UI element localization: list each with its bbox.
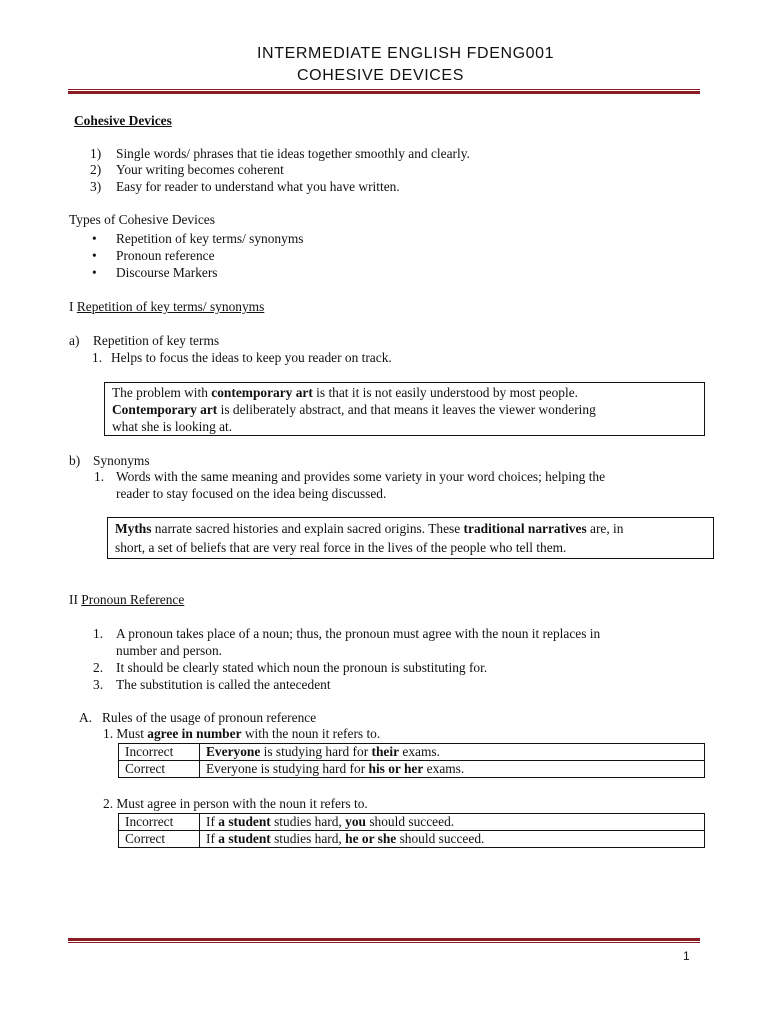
bullet-icon: • bbox=[92, 231, 97, 246]
table-row bbox=[119, 744, 705, 761]
part1-a-label: a) bbox=[69, 333, 80, 348]
types-heading: Types of Cohesive Devices bbox=[69, 212, 215, 227]
part2-item-2: It should be clearly stated which noun the pronoun is substituting for. bbox=[116, 660, 488, 675]
text: exams. bbox=[423, 761, 465, 776]
example-line-2: short, a set of beliefs that are very real force in the lives of the people who tell them. bbox=[115, 539, 567, 555]
example-box-synonyms bbox=[107, 517, 714, 559]
part2-title: Pronoun Reference bbox=[81, 592, 185, 607]
text: is deliberately abstract, and that means it leaves the viewer wondering bbox=[217, 401, 596, 417]
rule-2-heading: 2. Must agree in person with the noun it refers to. bbox=[103, 796, 368, 811]
part1-roman: I bbox=[69, 299, 74, 314]
example-box-repetition bbox=[104, 382, 705, 436]
example-line-2 bbox=[112, 402, 697, 419]
header-rule bbox=[68, 89, 700, 94]
key-term: you bbox=[345, 814, 366, 829]
key-term: he or she bbox=[345, 831, 397, 846]
types-item-2: Pronoun reference bbox=[116, 248, 215, 263]
rule-2-table bbox=[118, 813, 705, 848]
example-sentence bbox=[200, 744, 705, 761]
part2-heading bbox=[69, 592, 184, 608]
row-label: Incorrect bbox=[119, 814, 200, 831]
part1-a-item-num: 1. bbox=[92, 350, 103, 365]
text: If bbox=[206, 814, 219, 829]
rule-1-heading bbox=[103, 726, 380, 742]
part2-roman: II bbox=[69, 592, 78, 607]
section-title: Cohesive Devices bbox=[74, 113, 172, 128]
part1-a-title: Repetition of key terms bbox=[93, 333, 220, 348]
example-line-3: what she is looking at. bbox=[112, 418, 233, 434]
key-term: his or her bbox=[368, 761, 424, 776]
page-number: 1 bbox=[683, 949, 690, 963]
part1-a-item: Helps to focus the ideas to keep you reader on track. bbox=[111, 350, 392, 365]
text: 1. Must bbox=[103, 726, 148, 741]
header-course-title: INTERMEDIATE ENGLISH FDENG001 bbox=[257, 45, 555, 62]
key-term: Everyone bbox=[206, 744, 261, 759]
text: If bbox=[206, 831, 219, 846]
text: should succeed. bbox=[365, 814, 455, 829]
text: narrate sacred histories and explain sacred origins. These bbox=[151, 521, 464, 536]
row-label: Correct bbox=[119, 761, 200, 778]
key-term: a student bbox=[218, 831, 271, 846]
part2-item-3: The substitution is called the antecedent bbox=[116, 677, 331, 692]
example-sentence bbox=[200, 814, 705, 831]
example-sentence bbox=[200, 761, 705, 778]
part1-b-item-num: 1. bbox=[94, 469, 105, 484]
part1-b-item-line-2: reader to stay focused on the idea being discussed. bbox=[116, 486, 387, 501]
intro-item-1: Single words/ phrases that tie ideas together smoothly and clearly. bbox=[116, 146, 470, 161]
key-term: Contemporary art bbox=[112, 401, 218, 417]
example-sentence bbox=[200, 831, 705, 848]
text: should succeed. bbox=[396, 831, 485, 846]
rules-label: A. bbox=[79, 710, 93, 725]
part2-item-1-line-2: number and person. bbox=[116, 643, 222, 658]
text: with the noun it refers to. bbox=[241, 726, 381, 741]
part1-b-title: Synonyms bbox=[93, 453, 150, 468]
rules-title: Rules of the usage of pronoun reference bbox=[102, 710, 317, 725]
key-term: their bbox=[371, 744, 400, 759]
intro-item-3: Easy for reader to understand what you have written. bbox=[116, 179, 400, 194]
text: Everyone is studying hard for bbox=[206, 761, 369, 776]
part2-num-1: 1. bbox=[93, 626, 104, 641]
part2-num-2: 2. bbox=[93, 660, 104, 675]
table-row bbox=[119, 814, 705, 831]
intro-num-2: 2) bbox=[90, 162, 102, 177]
bullet-icon: • bbox=[92, 265, 97, 280]
text: studies hard, bbox=[270, 831, 346, 846]
text: is that it is not easily understood by most people. bbox=[312, 385, 578, 400]
part1-title: Repetition of key terms/ synonyms bbox=[76, 299, 265, 314]
part1-b-item-line-1: Words with the same meaning and provides some variety in your word choices; helping the bbox=[116, 469, 606, 484]
key-term: agree in number bbox=[147, 726, 242, 741]
text: studies hard, bbox=[270, 814, 346, 829]
row-label: Correct bbox=[119, 831, 200, 848]
types-item-1: Repetition of key terms/ synonyms bbox=[116, 231, 304, 246]
text: is studying hard for bbox=[260, 744, 372, 759]
bullet-icon: • bbox=[92, 248, 97, 263]
intro-num-1: 1) bbox=[90, 146, 102, 161]
key-term: a student bbox=[218, 814, 271, 829]
intro-item-2: Your writing becomes coherent bbox=[116, 162, 284, 177]
key-term: contemporary art bbox=[211, 385, 313, 400]
key-term: traditional narratives bbox=[463, 521, 587, 536]
footer-rule bbox=[68, 938, 700, 943]
part1-b-label: b) bbox=[69, 453, 81, 468]
part1-heading bbox=[69, 299, 264, 315]
text: are, in bbox=[586, 521, 624, 536]
rule-1-table bbox=[118, 743, 705, 778]
table-row bbox=[119, 831, 705, 848]
intro-num-3: 3) bbox=[90, 179, 102, 194]
example-line-1 bbox=[112, 385, 697, 402]
row-label: Incorrect bbox=[119, 744, 200, 761]
header-topic-title: COHESIVE DEVICES bbox=[297, 67, 464, 84]
key-term: Myths bbox=[115, 521, 152, 536]
part2-item-1-line-1: A pronoun takes place of a noun; thus, the pronoun must agree with the noun it replaces in bbox=[116, 626, 601, 641]
table-row bbox=[119, 761, 705, 778]
types-item-3: Discourse Markers bbox=[116, 265, 218, 280]
part2-num-3: 3. bbox=[93, 677, 104, 692]
text: exams. bbox=[399, 744, 440, 759]
text: The problem with bbox=[112, 385, 212, 400]
example-line-1 bbox=[115, 521, 706, 538]
